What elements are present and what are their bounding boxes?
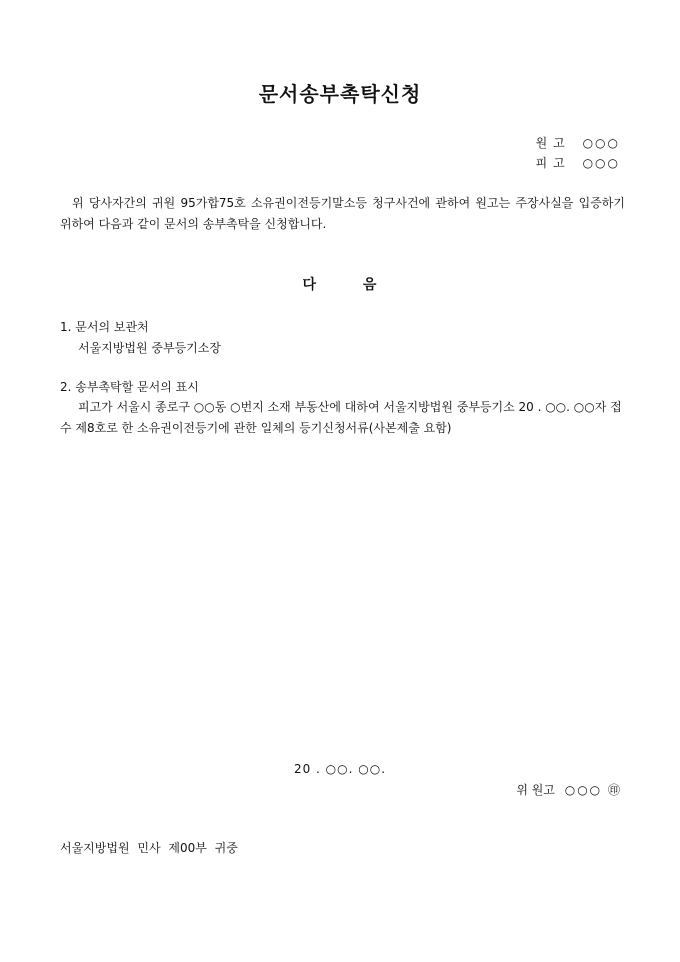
signer-name: ○○○ <box>564 783 603 797</box>
party-plaintiff <box>536 134 620 151</box>
document-title: 문서송부촉탁신청 <box>258 82 422 106</box>
defendant-role: 피고 <box>535 156 571 170</box>
section-2-body: 피고가 서울시 종로구 ○○동 ○번지 소재 부동산에 대하여 서울지방법원 중부등기소 20 . ○○. ○○자 접수 제8호로 한 소유권이전등기에 관한 일체의 등기신청서류(사본제출 요함) <box>60 400 622 435</box>
defendant-name: ○○○ <box>582 156 620 170</box>
section-heading: 다 음 <box>302 277 378 293</box>
section-1-body: 서울지방법원 중부등기소장 <box>78 341 221 355</box>
document-date: 20 . ○○. ○○. <box>293 762 387 776</box>
seal-icon: ㊞ <box>607 783 620 797</box>
recipient-line: 서울지방법원 민사 제00부 귀중 <box>60 841 238 855</box>
plaintiff-role: 원고 <box>535 136 571 150</box>
plaintiff-name: ○○○ <box>582 136 620 150</box>
signer-line <box>516 781 620 798</box>
section-2-title: 2. 송부촉탁할 문서의 표시 <box>60 380 199 394</box>
section-1-title: 1. 문서의 보관처 <box>60 320 149 334</box>
intro-paragraph: 위 당사자간의 귀원 95가합75호 소유권이전등기말소등 청구사건에 관하여 원고는 주장사실을 입증하기 위하여 다음과 같이 문서의 송부촉탁을 신청합니다. <box>60 196 625 231</box>
party-defendant <box>536 154 620 171</box>
signer-label: 위 원고 <box>516 783 555 797</box>
